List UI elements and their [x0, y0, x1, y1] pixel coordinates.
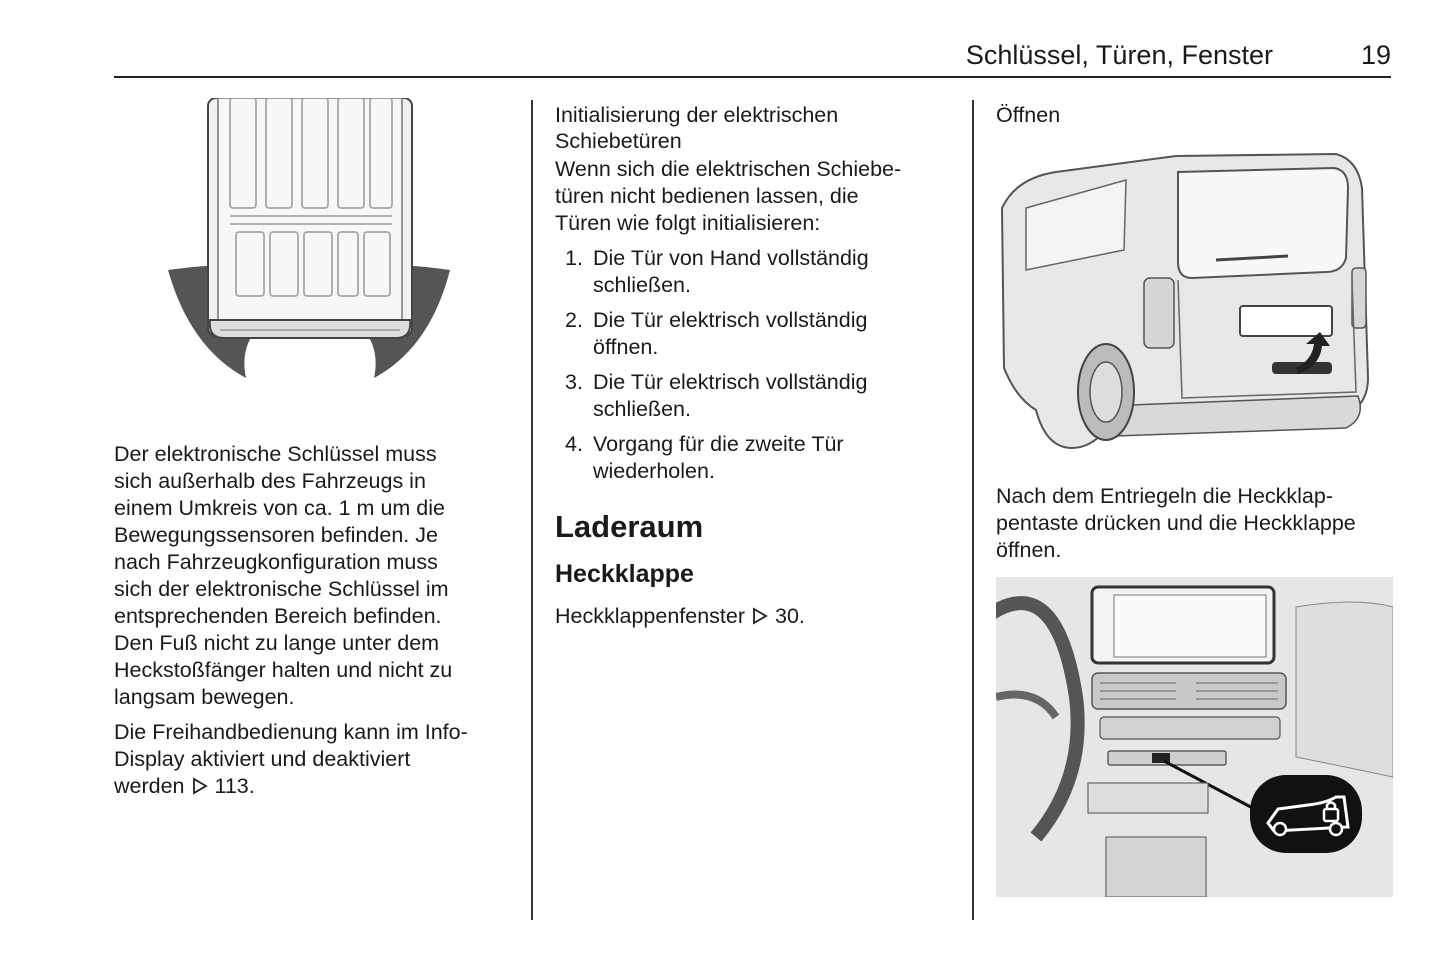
column-3-heading [996, 102, 1396, 128]
dashboard-figure [996, 577, 1393, 897]
text-line: langsam bewegen. [114, 685, 295, 709]
column-3-text [996, 483, 1396, 564]
text-line: schließen. [593, 397, 691, 421]
text-line: Heckklappenfenster [555, 604, 746, 628]
van-top-view-figure [160, 98, 460, 388]
page-reference-link[interactable]: 30. [775, 604, 805, 628]
initialization-subheading [555, 102, 955, 154]
tailgate-unlock-icon [1250, 775, 1362, 853]
text-line: pentaste drücken und die Heckklappe [996, 511, 1356, 535]
text-line: türen nicht bedienen lassen, die [555, 184, 859, 208]
subheading-line: Schiebetüren [555, 129, 682, 153]
hands-free-paragraph [114, 441, 514, 711]
text-line: öffnen. [996, 538, 1062, 562]
page-number: 19 [1360, 40, 1391, 70]
initialization-steps [555, 245, 955, 485]
text-line: Wenn sich die elektrischen Schiebe- [555, 157, 902, 181]
tailgate-open-paragraph [996, 483, 1396, 564]
text-line: Heckstoßfänger halten und nicht zu [114, 658, 453, 682]
text-line: wiederholen. [593, 459, 715, 483]
text-line: Der elektronische Schlüssel muss [114, 442, 437, 466]
step-number: 1. [565, 246, 583, 270]
text-line: sich außerhalb des Fahrzeugs in [114, 469, 426, 493]
text-line: Vorgang für die zweite Tür [593, 432, 844, 456]
text-line: Die Tür elektrisch vollständig [593, 308, 868, 332]
text-line: nach Fahrzeugkonfiguration muss [114, 550, 438, 574]
text-line: Den Fuß nicht zu lange unter dem [114, 631, 440, 655]
text-line: Die Tür von Hand vollständig [593, 246, 869, 270]
open-subheading: Öffnen [996, 103, 1061, 127]
tailgate-window-reference [555, 603, 955, 630]
text-line: werden [114, 774, 185, 798]
column-divider-1 [531, 100, 533, 920]
info-display-paragraph [114, 719, 514, 800]
text-line: Bewegungssensoren befinden. Je [114, 523, 438, 547]
list-item [555, 431, 955, 485]
text-line: einem Umkreis von ca. 1 m um die [114, 496, 445, 520]
subsection-title-heckklappe: Heckklappe [555, 560, 694, 588]
text-line: Display aktiviert und deaktiviert [114, 747, 411, 771]
list-item [555, 369, 955, 423]
running-header-title: Schlüssel, Türen, Fenster [965, 40, 1273, 70]
column-2-text [555, 102, 955, 630]
initialization-intro [555, 156, 955, 237]
list-item [555, 245, 955, 299]
text-line: Türen wie folgt initialisieren: [555, 211, 821, 235]
column-1-text [114, 441, 514, 800]
page-reference-arrow-icon[interactable] [751, 604, 769, 628]
text-line: entsprechenden Bereich befinden. [114, 604, 442, 628]
text-line: sich der elektronische Schlüssel im [114, 577, 449, 601]
list-item [555, 307, 955, 361]
text-line: öffnen. [593, 335, 659, 359]
step-number: 3. [565, 370, 583, 394]
step-number: 2. [565, 308, 583, 332]
text-line: Die Tür elektrisch vollständig [593, 370, 868, 394]
subheading-line: Initialisierung der elektrischen [555, 103, 839, 127]
text-line: schließen. [593, 273, 691, 297]
column-divider-2 [972, 100, 974, 920]
page-reference-link[interactable]: 113. [214, 774, 255, 798]
van-rear-view-figure [996, 148, 1370, 456]
header-rule [114, 76, 1391, 78]
text-line: Die Freihandbedienung kann im Info- [114, 720, 468, 744]
step-number: 4. [565, 432, 583, 456]
page-reference-arrow-icon[interactable] [191, 774, 209, 798]
text-line: Nach dem Entriegeln die Heckklap- [996, 484, 1333, 508]
section-title-laderaum: Laderaum [555, 509, 704, 544]
